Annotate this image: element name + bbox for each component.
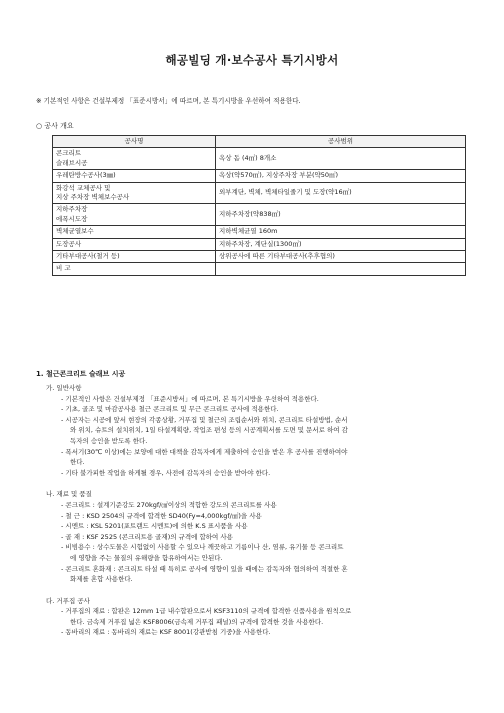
work-name-line: 슬래브시공 bbox=[56, 158, 88, 167]
work-name-cell bbox=[53, 226, 216, 238]
document-title: 해공빌딩 개·보수공사 특기시방서 bbox=[165, 53, 339, 67]
work-name-line: 지상 주차장 벽체보수공사 bbox=[56, 193, 130, 202]
list-item: - 폭서기(30℃ 이상)에는 보양에 대한 대책을 감독자에게 제출하여 승인을 받은 후 공사를 진행하여야 bbox=[61, 447, 348, 456]
work-name-line: 우레탄방수공사(3㎜) bbox=[56, 171, 116, 180]
list-item: 화제를 혼합 사용한다. bbox=[70, 575, 133, 584]
work-name-cell bbox=[53, 148, 216, 170]
list-item: 한다. 금속제 거푸집 넓은 KSF8006(금속제 거푸집 패널)의 규격에 합격한 것을 사용한다. bbox=[70, 617, 324, 626]
list-item: - 기본적인 사항은 건설부제정 「표준시방서」에 따르며, 본 특기시방을 우선하여 적용한다. bbox=[61, 394, 319, 403]
general-note: ※ 기본적인 사항은 건설부제정 「표준시방서」에 따르며, 본 특기시방을 우선하여 적용한다. bbox=[36, 97, 301, 105]
list-item: - 동바리의 재료 : 동바리의 재료는 KSF 8001(강관받침 기중)을 사용한다. bbox=[61, 628, 271, 637]
work-name-line: 벽체균열보수 bbox=[56, 227, 94, 236]
table-row bbox=[53, 182, 466, 204]
list-item: - 철 근 : KSD 2504의 규격에 합격한 SD40(Fy=4,000kgf/㎠)을 사용 bbox=[61, 511, 262, 520]
work-name-line: 화강석 교체공사 및 bbox=[56, 183, 111, 192]
work-name-line: 기타부대공사(철거 등) bbox=[56, 252, 120, 261]
work-name-cell bbox=[53, 182, 216, 204]
work-scope-cell: 지하주차장(약838㎡) bbox=[216, 204, 466, 226]
table-row bbox=[53, 148, 466, 170]
materials-items bbox=[36, 500, 472, 585]
section-body bbox=[36, 383, 472, 638]
work-name-cell bbox=[53, 251, 216, 263]
subsection-formwork-label: 다. 거푸집 공사 bbox=[46, 596, 90, 605]
list-item: - 거푸집의 재료 : 합판은 12mm 1급 내수합판으로서 KSF3110의 규격에 합격한 신품사용을 원칙으로 bbox=[61, 607, 352, 616]
list-item: - 기초, 골조 및 마감공사용 철근 콘크리트 및 무근 콘크리트 공사에 적용한다. bbox=[61, 405, 279, 414]
work-name-cell bbox=[53, 263, 216, 275]
table-row bbox=[53, 263, 466, 275]
section-heading: 1. 철근콘크리트 슬래브 시공 bbox=[36, 370, 126, 378]
subsection-materials-label: 나. 재료 및 품질 bbox=[46, 490, 92, 499]
overview-table bbox=[52, 135, 466, 276]
table-row bbox=[53, 170, 466, 182]
table-row bbox=[53, 238, 466, 250]
list-item: 에 영향을 주는 물질의 유해량을 함유하여서는 안된다. bbox=[70, 553, 223, 562]
overview-table-body bbox=[53, 148, 466, 275]
work-scope-cell: 외부계단, 벽체, 벽체타일줄기 및 도장(약16㎡) bbox=[216, 182, 466, 204]
general-items bbox=[36, 394, 472, 479]
work-scope-cell: 상위공사에 따른 기타부대공사(추후협의) bbox=[216, 251, 466, 263]
list-item: 한다. bbox=[70, 458, 85, 467]
work-name-cell bbox=[53, 170, 216, 182]
work-name-cell bbox=[53, 204, 216, 226]
overview-heading: ○ 공사 개요 bbox=[36, 122, 74, 130]
work-name-cell bbox=[53, 238, 216, 250]
work-scope-cell bbox=[216, 263, 466, 275]
work-scope-cell: 옥상 돔 (4㎡) 8개소 bbox=[216, 148, 466, 170]
work-scope-cell: 지하주차장, 계단실(1300㎡) bbox=[216, 238, 466, 250]
work-name-line: 콘크리트 bbox=[56, 149, 82, 158]
work-name-line: 지하주차장 bbox=[56, 205, 88, 214]
list-item: - 기타 불가피한 작업을 하게될 경우, 사전에 감독자의 승인을 받아야 한다. bbox=[61, 468, 271, 477]
list-item: - 시멘트 : KSL 5201(포트랜드 시멘트)에 의한 K.S 표시품을 사용 bbox=[61, 522, 248, 531]
list-item: - 콘크리트 : 설계기준강도 270kgf/㎠이상의 적합한 강도의 콘크리트를 사용 bbox=[61, 500, 277, 509]
table-row bbox=[53, 226, 466, 238]
formwork-items bbox=[36, 606, 472, 638]
work-name-line: 도장공사 bbox=[56, 239, 82, 248]
list-item: - 비빔용수 : 상수도물은 시험없이 사용할 수 있으나 깨끗하고 기름이나 산, 염류, 유기물 등 콘크리트 bbox=[61, 543, 344, 552]
table-row bbox=[53, 204, 466, 226]
header-work-name: 공사명 bbox=[53, 136, 216, 148]
subsection-general-label: 가. 일반사항 bbox=[46, 384, 82, 392]
table-header-row bbox=[53, 136, 466, 148]
table-row bbox=[53, 251, 466, 263]
list-item: 와 위치, 슈트의 설치위치, 1일 타설계획량, 작업조 편성 등의 시공계획서를 도면 및 문서로 하여 감 bbox=[70, 426, 348, 435]
list-item: - 시공자는 시공에 앞서 현장의 각종상황, 거푸집 및 철근의 조립순서와 위치, 콘크리트 타설방법, 순서 bbox=[61, 415, 348, 424]
list-item: - 골 재 : KSF 2525 (콘크리트용 골재)의 규격에 합하여 사용 bbox=[61, 532, 233, 541]
list-item: - 콘크리트 혼화재 : 콘크리트 타설 때 특히로 공사에 영향이 있을 때에는 감독자와 협의하여 적절한 혼 bbox=[61, 564, 348, 573]
list-item: 독자의 승인을 받도록 한다. bbox=[70, 436, 148, 445]
header-work-scope: 공사범위 bbox=[216, 136, 466, 148]
work-name-line: 에폭시도장 bbox=[56, 214, 88, 223]
work-scope-cell: 지하벽체균열 160m bbox=[216, 226, 466, 238]
work-name-line: 비 고 bbox=[56, 264, 71, 273]
work-scope-cell: 옥상(약570㎡), 지상주차장 부분(약50㎡) bbox=[216, 170, 466, 182]
